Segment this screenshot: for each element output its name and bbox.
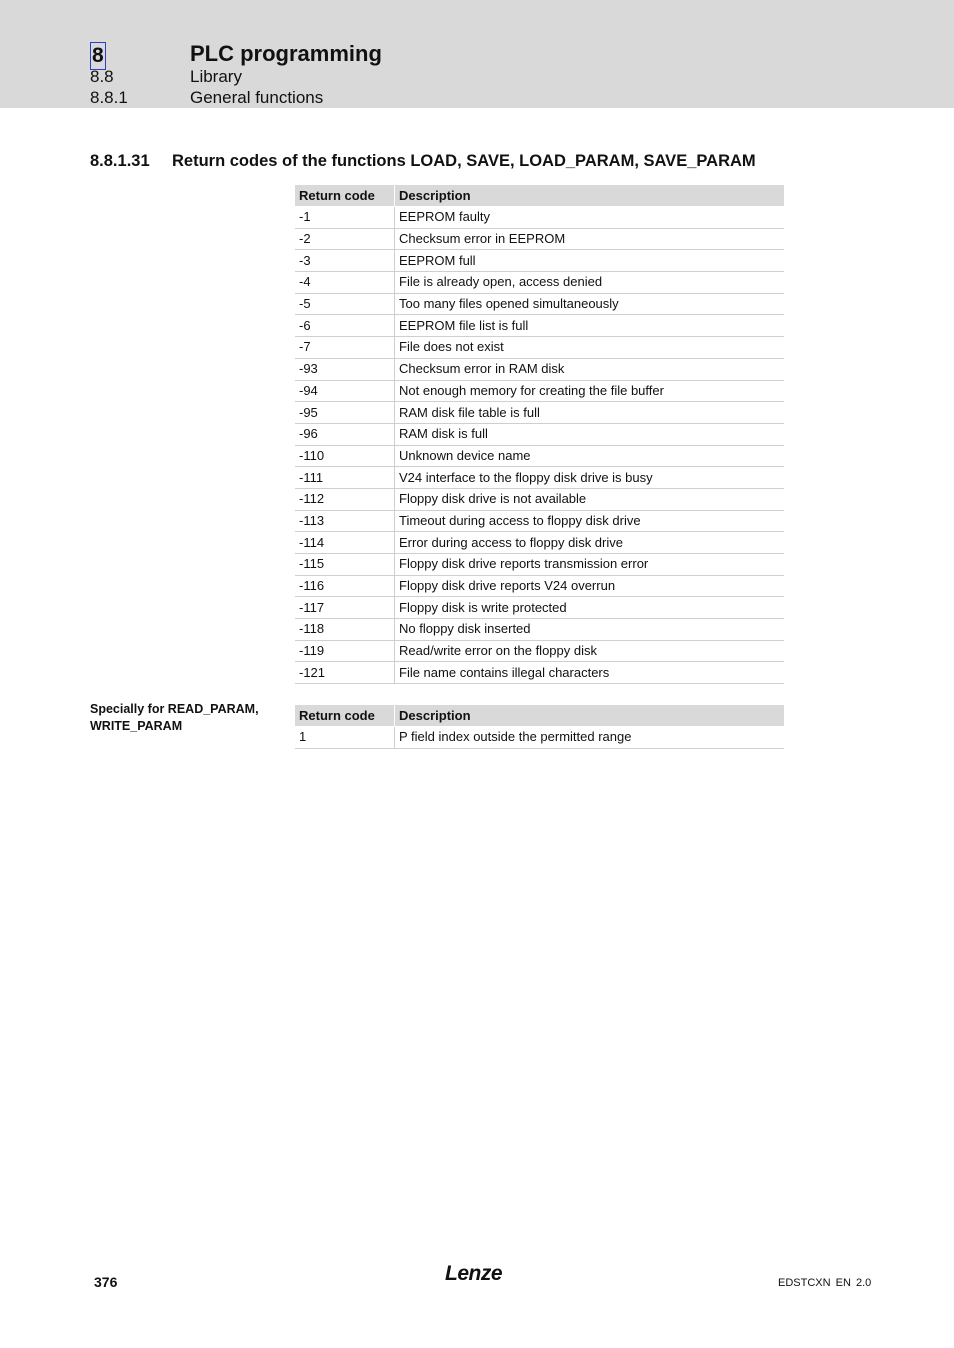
table-row	[295, 554, 784, 576]
table-row	[295, 337, 784, 359]
return-code-cell: -2	[295, 228, 395, 250]
description-cell: Checksum error in RAM disk	[395, 358, 785, 380]
section-heading	[90, 150, 756, 172]
table-row	[295, 445, 784, 467]
return-code-cell: -3	[295, 250, 395, 272]
return-code-cell: -1	[295, 207, 395, 229]
return-code-cell: -114	[295, 532, 395, 554]
description-cell: Floppy disk drive reports V24 overrun	[395, 575, 785, 597]
table-row	[295, 207, 784, 229]
side-note-line: Specially for READ_PARAM,	[90, 702, 259, 716]
description-cell: V24 interface to the floppy disk drive is busy	[395, 467, 785, 489]
subsection-title: General functions	[190, 88, 324, 107]
return-code-cell: -4	[295, 272, 395, 294]
description-cell: Floppy disk drive reports transmission error	[395, 554, 785, 576]
table-row	[295, 488, 784, 510]
page-number: 376	[94, 1274, 118, 1290]
header-band	[0, 0, 954, 108]
return-code-cell: -112	[295, 488, 395, 510]
table-row	[295, 662, 784, 684]
chapter-number[interactable]: 8	[90, 42, 106, 70]
table-row	[295, 402, 784, 424]
chapter-title: PLC programming	[190, 41, 382, 66]
return-code-cell: 1	[295, 727, 395, 749]
subsection-title: Library	[190, 67, 242, 86]
table-row	[295, 228, 784, 250]
description-cell: Too many files opened simultaneously	[395, 293, 785, 315]
description-cell: No floppy disk inserted	[395, 619, 785, 641]
param-return-codes-table	[295, 705, 784, 749]
table-row	[295, 575, 784, 597]
description-cell: RAM disk is full	[395, 423, 785, 445]
table-row	[295, 315, 784, 337]
table-header-row	[295, 705, 784, 727]
table-row	[295, 467, 784, 489]
description-cell: Error during access to floppy disk drive	[395, 532, 785, 554]
table-row	[295, 380, 784, 402]
description-cell: EEPROM faulty	[395, 207, 785, 229]
description-cell: Floppy disk is write protected	[395, 597, 785, 619]
subsection-number: 8.8	[90, 67, 114, 86]
return-code-cell: -5	[295, 293, 395, 315]
return-code-cell: -7	[295, 337, 395, 359]
section-title: Return codes of the functions LOAD, SAVE, LOAD_PARAM, SAVE_PARAM	[172, 152, 756, 170]
description-cell: Floppy disk drive is not available	[395, 488, 785, 510]
table-row	[295, 510, 784, 532]
description-cell: Checksum error in EEPROM	[395, 228, 785, 250]
description-cell: P field index outside the permitted range	[395, 727, 785, 749]
description-cell: File does not exist	[395, 337, 785, 359]
return-code-cell: -95	[295, 402, 395, 424]
table-row	[295, 358, 784, 380]
return-code-cell: -117	[295, 597, 395, 619]
return-code-cell: -118	[295, 619, 395, 641]
return-code-cell: -96	[295, 423, 395, 445]
description-cell: EEPROM full	[395, 250, 785, 272]
return-code-cell: -110	[295, 445, 395, 467]
table-row	[295, 532, 784, 554]
table-row	[295, 640, 784, 662]
table-row	[295, 619, 784, 641]
column-header-return-code: Return code	[295, 185, 395, 207]
column-header-description: Description	[395, 705, 785, 727]
side-note-line: WRITE_PARAM	[90, 719, 183, 733]
section-number: 8.8.1.31	[90, 152, 150, 170]
description-cell: Unknown device name	[395, 445, 785, 467]
return-code-cell: -115	[295, 554, 395, 576]
column-header-description: Description	[395, 185, 785, 207]
column-header-return-code: Return code	[295, 705, 395, 727]
table-row	[295, 423, 784, 445]
return-code-cell: -119	[295, 640, 395, 662]
subsection-number: 8.8.1	[90, 88, 128, 107]
return-code-cell: -93	[295, 358, 395, 380]
return-codes-table	[295, 185, 784, 684]
return-code-cell: -113	[295, 510, 395, 532]
description-cell: Read/write error on the floppy disk	[395, 640, 785, 662]
description-cell: RAM disk file table is full	[395, 402, 785, 424]
description-cell: File is already open, access denied	[395, 272, 785, 294]
return-code-cell: -121	[295, 662, 395, 684]
table-row	[295, 727, 784, 749]
return-code-cell: -94	[295, 380, 395, 402]
description-cell: File name contains illegal characters	[395, 662, 785, 684]
return-code-cell: -111	[295, 467, 395, 489]
side-note	[90, 701, 280, 735]
lenze-logo: Lenze	[445, 1262, 503, 1285]
document-id: EDSTCXN EN 2.0	[778, 1277, 872, 1289]
description-cell: EEPROM file list is full	[395, 315, 785, 337]
table-row	[295, 293, 784, 315]
table-row	[295, 597, 784, 619]
description-cell: Timeout during access to floppy disk drive	[395, 510, 785, 532]
table-header-row	[295, 185, 784, 207]
description-cell: Not enough memory for creating the file buffer	[395, 380, 785, 402]
return-code-cell: -6	[295, 315, 395, 337]
table-row	[295, 250, 784, 272]
return-code-cell: -116	[295, 575, 395, 597]
table-row	[295, 272, 784, 294]
